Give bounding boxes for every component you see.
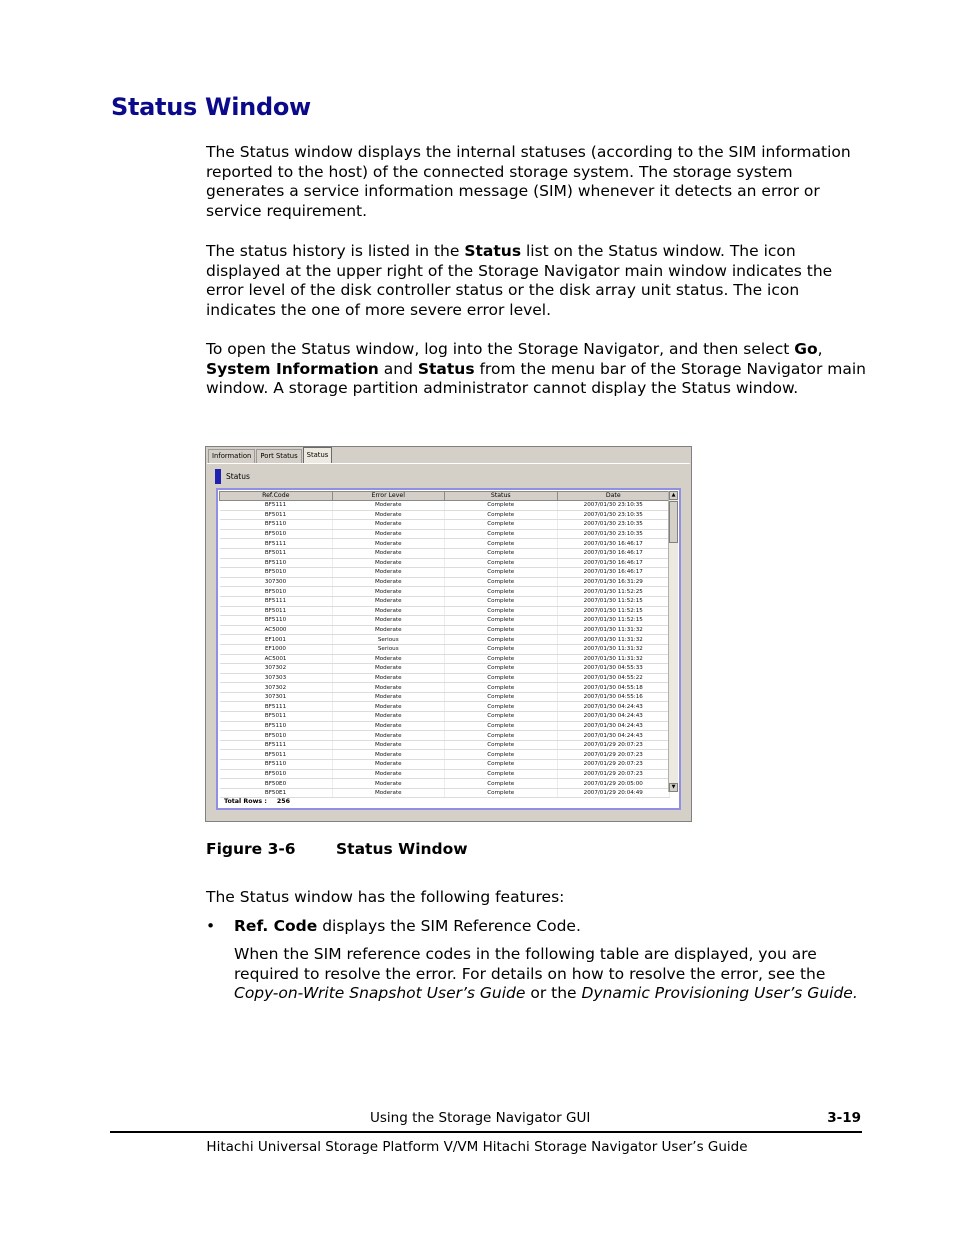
cell-ref-code: AC5001 [220, 654, 333, 664]
table-row[interactable] [220, 510, 670, 520]
tab-port-status[interactable]: Port Status [256, 449, 301, 463]
total-rows-label: Total Rows : [224, 798, 267, 805]
cell-error-level: Moderate [332, 750, 445, 760]
table-row[interactable] [220, 654, 670, 664]
cell-ref-code: BF5010 [220, 587, 333, 597]
cell-date: 2007/01/29 20:07:23 [557, 750, 670, 760]
cell-status: Complete [445, 539, 558, 549]
cell-status: Complete [445, 644, 558, 654]
cell-status: Complete [445, 712, 558, 722]
cell-error-level: Moderate [332, 654, 445, 664]
table-row[interactable] [220, 702, 670, 712]
features-intro: The Status window has the following features: [206, 888, 565, 906]
table-row[interactable] [220, 731, 670, 741]
bullet-icon: • [206, 917, 216, 935]
cell-ref-code: AC5000 [220, 625, 333, 635]
cell-status: Complete [445, 635, 558, 645]
cell-error-level: Moderate [332, 664, 445, 674]
cell-ref-code: BF5111 [220, 702, 333, 712]
cell-date: 2007/01/30 23:10:35 [557, 529, 670, 539]
cell-error-level: Moderate [332, 673, 445, 683]
cell-error-level: Moderate [332, 501, 445, 511]
cell-error-level: Moderate [332, 587, 445, 597]
total-rows [224, 798, 290, 805]
cell-error-level: Moderate [332, 616, 445, 626]
cell-status: Complete [445, 501, 558, 511]
title-marker-icon [215, 469, 221, 484]
footer-divider [110, 1131, 862, 1133]
cell-status: Complete [445, 740, 558, 750]
cell-ref-code: BF50E0 [220, 779, 333, 789]
cell-ref-code: BF5111 [220, 539, 333, 549]
cell-ref-code: BF5110 [220, 721, 333, 731]
cell-ref-code: BF5011 [220, 712, 333, 722]
cell-date: 2007/01/30 11:52:15 [557, 596, 670, 606]
cell-ref-code: BF5010 [220, 568, 333, 578]
scroll-down-icon[interactable]: ▼ [669, 783, 678, 792]
cell-date: 2007/01/30 04:24:43 [557, 721, 670, 731]
cell-ref-code: BF5111 [220, 596, 333, 606]
table-row[interactable] [220, 501, 670, 511]
table-row[interactable] [220, 750, 670, 760]
cell-date: 2007/01/30 11:31:32 [557, 654, 670, 664]
tab-divider [207, 463, 690, 464]
cell-status: Complete [445, 548, 558, 558]
cell-ref-code: BF5110 [220, 520, 333, 530]
cell-ref-code: BF5110 [220, 760, 333, 770]
table-row[interactable] [220, 664, 670, 674]
table-row[interactable] [220, 520, 670, 530]
panel-title-label: Status [226, 472, 250, 481]
section-heading: Status Window [111, 93, 311, 121]
table-row[interactable] [220, 721, 670, 731]
cell-date: 2007/01/30 16:31:29 [557, 577, 670, 587]
cell-date: 2007/01/30 16:46:17 [557, 558, 670, 568]
cell-error-level: Moderate [332, 510, 445, 520]
table-row[interactable] [220, 769, 670, 779]
table-row[interactable] [220, 577, 670, 587]
cell-error-level: Moderate [332, 692, 445, 702]
cell-error-level: Moderate [332, 606, 445, 616]
cell-ref-code: BF5010 [220, 731, 333, 741]
cell-status: Complete [445, 606, 558, 616]
cell-date: 2007/01/30 23:10:35 [557, 501, 670, 511]
cell-error-level: Moderate [332, 740, 445, 750]
status-table-body [220, 501, 670, 798]
cell-error-level: Serious [332, 635, 445, 645]
cell-date: 2007/01/30 04:55:22 [557, 673, 670, 683]
footer-section: Using the Storage Navigator GUI [370, 1110, 591, 1126]
panel-title [215, 469, 250, 484]
cell-date: 2007/01/30 04:55:16 [557, 692, 670, 702]
cell-date: 2007/01/29 20:04:49 [557, 788, 670, 798]
cell-error-level: Moderate [332, 625, 445, 635]
table-row[interactable] [220, 606, 670, 616]
cell-status: Complete [445, 760, 558, 770]
column-header-ref-code[interactable]: Ref.Code [220, 492, 333, 501]
cell-date: 2007/01/29 20:05:00 [557, 779, 670, 789]
cell-date: 2007/01/30 04:24:43 [557, 712, 670, 722]
cell-date: 2007/01/30 04:55:18 [557, 683, 670, 693]
figure-number: Figure 3-6 [206, 840, 296, 858]
table-row[interactable] [220, 673, 670, 683]
total-rows-value: 256 [276, 798, 291, 805]
cell-ref-code: BF5011 [220, 750, 333, 760]
cell-status: Complete [445, 731, 558, 741]
table-row[interactable] [220, 596, 670, 606]
cell-date: 2007/01/30 04:24:43 [557, 731, 670, 741]
cell-status: Complete [445, 568, 558, 578]
cell-status: Complete [445, 558, 558, 568]
tab-status[interactable]: Status [303, 447, 333, 463]
status-history-paragraph: The status history is listed in the Status list on the Status window. The icon displayed at the upper right of the Storage Navigator main window indicates the error level of the disk controller status or the disk array unit status. The icon indicates the one of more severe error level. [206, 242, 833, 320]
cell-date: 2007/01/30 16:46:17 [557, 568, 670, 578]
cell-date: 2007/01/30 11:52:25 [557, 587, 670, 597]
cell-ref-code: EF1001 [220, 635, 333, 645]
cell-status: Complete [445, 616, 558, 626]
table-row[interactable] [220, 539, 670, 549]
cell-date: 2007/01/30 11:52:15 [557, 606, 670, 616]
cell-error-level: Moderate [332, 760, 445, 770]
cell-status: Complete [445, 788, 558, 798]
cell-date: 2007/01/29 20:07:23 [557, 740, 670, 750]
table-row[interactable] [220, 644, 670, 654]
table-row[interactable] [220, 587, 670, 597]
table-row[interactable] [220, 616, 670, 626]
cell-ref-code: BF5011 [220, 510, 333, 520]
intro-paragraph: The Status window displays the internal statuses (according to the SIM information reported to the host) of the connected storage system. The storage system generates a service information message (SIM) whenever it detects an error or service requirement. [206, 143, 851, 221]
cell-ref-code: 307300 [220, 577, 333, 587]
cell-error-level: Moderate [332, 721, 445, 731]
cell-date: 2007/01/30 11:31:32 [557, 635, 670, 645]
cell-ref-code: 307303 [220, 673, 333, 683]
cell-status: Complete [445, 683, 558, 693]
figure-caption [206, 840, 468, 858]
table-row[interactable] [220, 635, 670, 645]
table-row[interactable] [220, 712, 670, 722]
cell-ref-code: BF5011 [220, 548, 333, 558]
cell-status: Complete [445, 587, 558, 597]
cell-status: Complete [445, 596, 558, 606]
cell-date: 2007/01/30 11:31:32 [557, 625, 670, 635]
cell-ref-code: BF5011 [220, 606, 333, 616]
table-row[interactable] [220, 692, 670, 702]
column-header-status[interactable]: Status [445, 492, 558, 501]
table-row[interactable] [220, 529, 670, 539]
cell-status: Complete [445, 520, 558, 530]
bullet-text: Ref. Code displays the SIM Reference Code. [234, 917, 581, 935]
cell-date: 2007/01/30 16:46:17 [557, 548, 670, 558]
cell-date: 2007/01/30 16:46:17 [557, 539, 670, 549]
vertical-scrollbar[interactable] [668, 491, 678, 792]
cell-date: 2007/01/30 23:10:35 [557, 520, 670, 530]
cell-status: Complete [445, 510, 558, 520]
cell-date: 2007/01/30 11:52:15 [557, 616, 670, 626]
cell-error-level: Moderate [332, 683, 445, 693]
cell-status: Complete [445, 529, 558, 539]
scroll-up-icon[interactable]: ▲ [669, 491, 678, 500]
cell-error-level: Moderate [332, 769, 445, 779]
page-number: 3-19 [827, 1110, 861, 1126]
cell-ref-code: BF5110 [220, 558, 333, 568]
tab-bar [208, 449, 333, 463]
scroll-thumb[interactable] [669, 501, 678, 543]
column-header-date[interactable]: Date [557, 492, 670, 501]
cell-ref-code: BF5111 [220, 501, 333, 511]
cell-date: 2007/01/30 11:31:32 [557, 644, 670, 654]
cell-error-level: Moderate [332, 731, 445, 741]
table-row[interactable] [220, 788, 670, 798]
cell-ref-code: BF5010 [220, 769, 333, 779]
cell-status: Complete [445, 577, 558, 587]
cell-error-level: Moderate [332, 529, 445, 539]
cell-date: 2007/01/30 04:55:33 [557, 664, 670, 674]
cell-status: Complete [445, 750, 558, 760]
cell-error-level: Moderate [332, 548, 445, 558]
cell-status: Complete [445, 779, 558, 789]
cell-date: 2007/01/30 04:24:43 [557, 702, 670, 712]
table-row[interactable] [220, 568, 670, 578]
cell-date: 2007/01/30 23:10:35 [557, 510, 670, 520]
column-header-error-level[interactable]: Error Level [332, 492, 445, 501]
status-window-screenshot [205, 446, 692, 822]
status-table-container [216, 488, 681, 810]
cell-date: 2007/01/29 20:07:23 [557, 760, 670, 770]
cell-status: Complete [445, 654, 558, 664]
table-row[interactable] [220, 740, 670, 750]
table-row[interactable] [220, 625, 670, 635]
cell-error-level: Moderate [332, 712, 445, 722]
cell-date: 2007/01/29 20:07:23 [557, 769, 670, 779]
table-row[interactable] [220, 558, 670, 568]
table-row[interactable] [220, 683, 670, 693]
cell-status: Complete [445, 692, 558, 702]
cell-error-level: Moderate [332, 596, 445, 606]
cell-status: Complete [445, 769, 558, 779]
open-window-paragraph: To open the Status window, log into the Storage Navigator, and then select Go, System Information and Status from the menu bar of the Storage Navigator main window. A storage partition administrator cannot display the Status window. [206, 340, 866, 398]
cell-error-level: Moderate [332, 568, 445, 578]
cell-ref-code: 307302 [220, 664, 333, 674]
cell-ref-code: BF50E1 [220, 788, 333, 798]
cell-ref-code: BF5110 [220, 616, 333, 626]
cell-status: Complete [445, 673, 558, 683]
cell-status: Complete [445, 721, 558, 731]
cell-error-level: Moderate [332, 779, 445, 789]
cell-ref-code: EF1000 [220, 644, 333, 654]
cell-error-level: Moderate [332, 577, 445, 587]
table-row[interactable] [220, 548, 670, 558]
cell-error-level: Moderate [332, 702, 445, 712]
table-row[interactable] [220, 779, 670, 789]
tab-information[interactable]: Information [208, 449, 255, 463]
cell-status: Complete [445, 702, 558, 712]
cell-ref-code: 307301 [220, 692, 333, 702]
cell-error-level: Moderate [332, 520, 445, 530]
cell-ref-code: BF5010 [220, 529, 333, 539]
cell-error-level: Serious [332, 644, 445, 654]
cell-error-level: Moderate [332, 558, 445, 568]
cell-error-level: Moderate [332, 539, 445, 549]
cell-status: Complete [445, 664, 558, 674]
figure-title: Status Window [336, 840, 468, 858]
cell-status: Complete [445, 625, 558, 635]
footer-title: Hitachi Universal Storage Platform V/VM Hitachi Storage Navigator User’s Guide [206, 1139, 748, 1155]
cell-ref-code: 307302 [220, 683, 333, 693]
status-table [219, 491, 670, 798]
cell-error-level: Moderate [332, 788, 445, 798]
sim-reference-paragraph: When the SIM reference codes in the following table are displayed, you are required to resolve the error. For details on how to resolve the error, see the Copy-on-Write Snapshot User’s Guide or the Dynamic Provisioning User’s Guide. [234, 945, 858, 1003]
cell-ref-code: BF5111 [220, 740, 333, 750]
table-row[interactable] [220, 760, 670, 770]
